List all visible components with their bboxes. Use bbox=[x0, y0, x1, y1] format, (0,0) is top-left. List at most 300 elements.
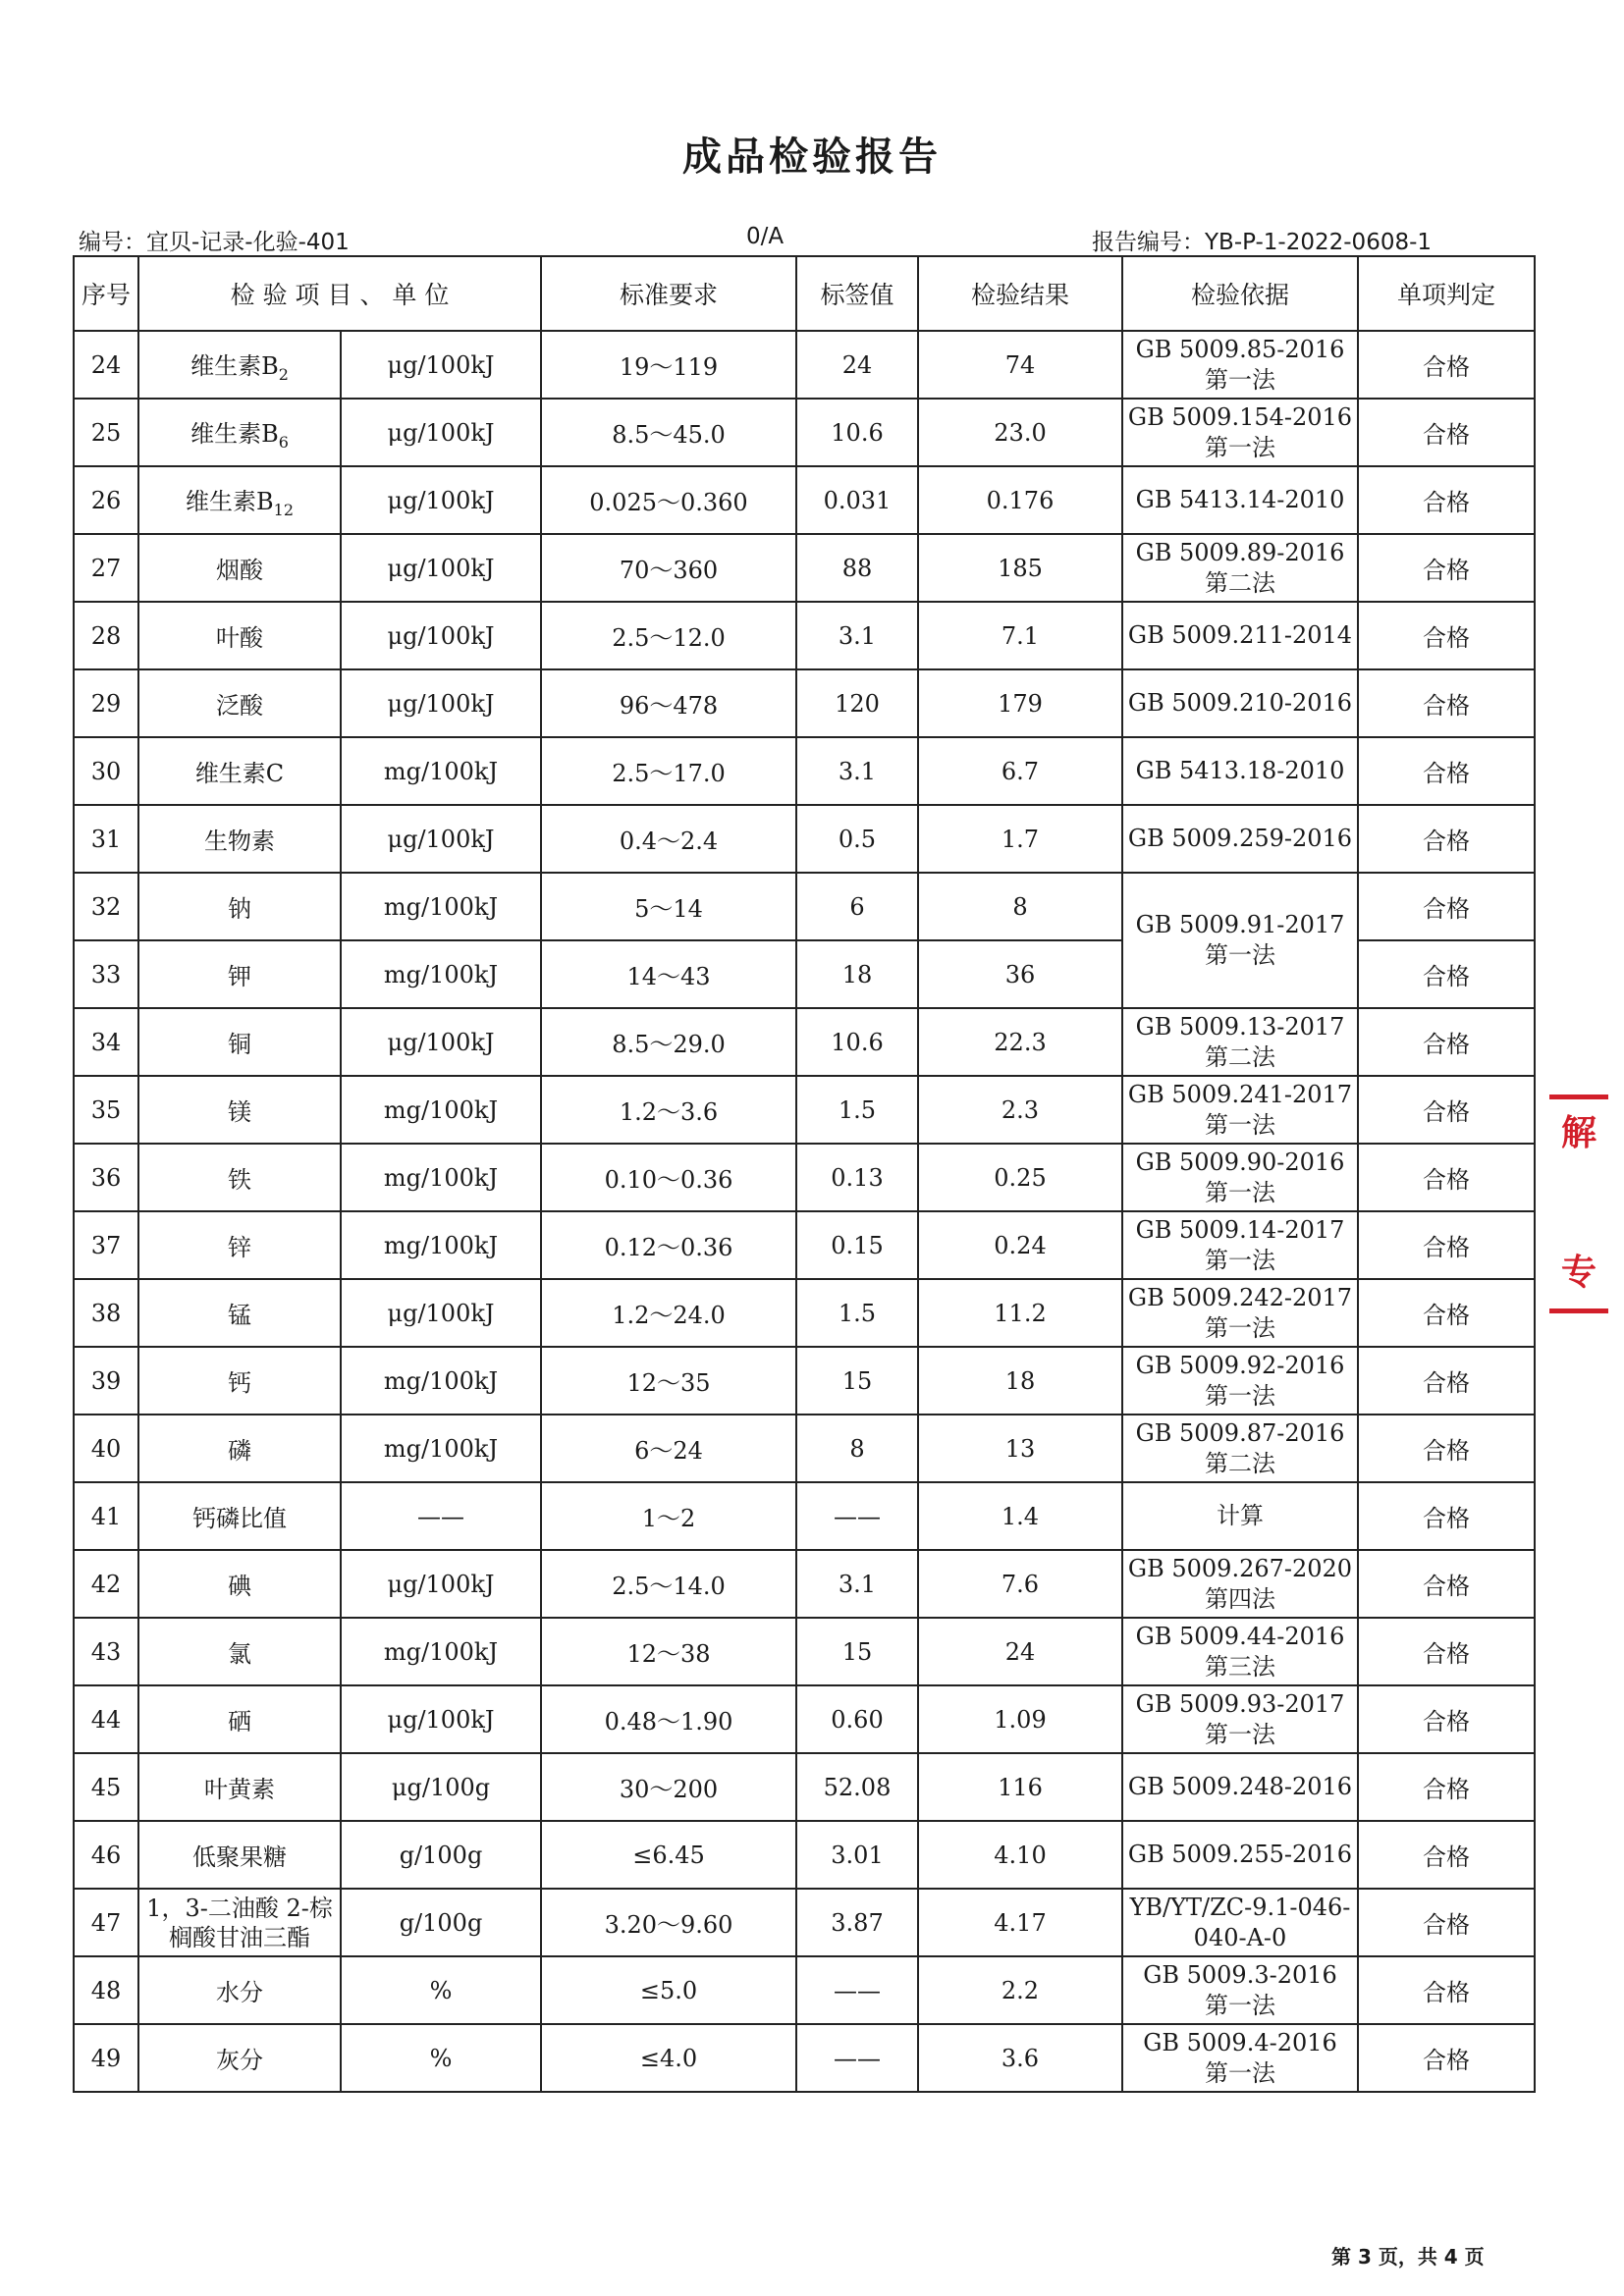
basis-line: GB 5009.259-2016 bbox=[1127, 825, 1353, 852]
cell-label-value: 3.1 bbox=[796, 602, 918, 669]
cell-basis bbox=[1122, 1008, 1358, 1076]
cell-judgment: 合格 bbox=[1358, 2024, 1535, 2092]
cell-basis bbox=[1122, 1347, 1358, 1415]
cell-result: 23.0 bbox=[918, 399, 1122, 466]
cell-item-name bbox=[138, 466, 341, 534]
cell-label-value: 52.08 bbox=[796, 1753, 918, 1821]
cell-basis bbox=[1122, 737, 1358, 805]
cell-basis bbox=[1122, 1821, 1358, 1889]
cell-standard: 5～14 bbox=[541, 873, 796, 940]
cell-standard: 0.4～2.4 bbox=[541, 805, 796, 873]
basis-line: 040-A-0 bbox=[1193, 1923, 1287, 1951]
col-header-judgment: 单项判定 bbox=[1358, 256, 1535, 331]
cell-label-value: 0.031 bbox=[796, 466, 918, 534]
cell-unit: mg/100kJ bbox=[341, 1415, 541, 1482]
cell-item-name bbox=[138, 2024, 341, 2092]
cell-result: 3.6 bbox=[918, 2024, 1122, 2092]
cell-judgment: 合格 bbox=[1358, 1618, 1535, 1685]
cell-result: 8 bbox=[918, 873, 1122, 940]
table-row bbox=[74, 399, 1535, 466]
cell-item-name bbox=[138, 1956, 341, 2024]
cell-unit: μg/100kJ bbox=[341, 1279, 541, 1347]
cell-judgment: 合格 bbox=[1358, 1550, 1535, 1618]
cell-result: 74 bbox=[918, 331, 1122, 399]
col-header-seq: 序号 bbox=[74, 256, 138, 331]
cell-standard: 1.2～24.0 bbox=[541, 1279, 796, 1347]
col-header-basis: 检验依据 bbox=[1122, 256, 1358, 331]
table-row bbox=[74, 1753, 1535, 1821]
cell-seq: 49 bbox=[74, 2024, 138, 2092]
cell-item-name bbox=[138, 873, 341, 940]
cell-unit: mg/100kJ bbox=[341, 1347, 541, 1415]
cell-basis bbox=[1122, 669, 1358, 737]
cell-seq: 34 bbox=[74, 1008, 138, 1076]
table-row bbox=[74, 873, 1535, 940]
cell-unit: g/100g bbox=[341, 1889, 541, 1956]
table-row bbox=[74, 1144, 1535, 1211]
cell-seq: 37 bbox=[74, 1211, 138, 1279]
cell-unit: μg/100kJ bbox=[341, 399, 541, 466]
cell-label-value: 0.5 bbox=[796, 805, 918, 873]
basis-line: 第四法 bbox=[1205, 1584, 1275, 1613]
basis-line: 第一法 bbox=[1205, 1178, 1275, 1206]
item-name-text: 钙磷比值 bbox=[192, 1505, 287, 1532]
basis-line: GB 5009.154-2016 bbox=[1127, 402, 1353, 431]
basis-line: GB 5009.255-2016 bbox=[1127, 1841, 1353, 1868]
cell-seq: 30 bbox=[74, 737, 138, 805]
basis-line: 第三法 bbox=[1205, 1652, 1275, 1681]
cell-basis bbox=[1122, 1550, 1358, 1618]
cell-seq: 28 bbox=[74, 602, 138, 669]
basis-line: 第一法 bbox=[1205, 2058, 1275, 2087]
cell-item-name bbox=[138, 1685, 341, 1753]
table-row bbox=[74, 1211, 1535, 1279]
cell-label-value: 10.6 bbox=[796, 1008, 918, 1076]
item-name-text: 氯 bbox=[228, 1640, 251, 1668]
basis-line: GB 5009.242-2017 bbox=[1127, 1283, 1353, 1311]
cell-item-name bbox=[138, 940, 341, 1008]
table-row bbox=[74, 534, 1535, 602]
cell-judgment: 合格 bbox=[1358, 737, 1535, 805]
cell-unit: μg/100g bbox=[341, 1753, 541, 1821]
cell-judgment: 合格 bbox=[1358, 534, 1535, 602]
cell-unit: μg/100kJ bbox=[341, 1008, 541, 1076]
cell-judgment: 合格 bbox=[1358, 873, 1535, 940]
cell-result: 24 bbox=[918, 1618, 1122, 1685]
basis-line: GB 5009.267-2020 bbox=[1127, 1554, 1353, 1582]
item-name-line: 1，3-二油酸 2-棕 bbox=[146, 1894, 333, 1922]
basis-line: GB 5009.44-2016 bbox=[1135, 1622, 1345, 1650]
basis-line: 第二法 bbox=[1205, 1042, 1275, 1071]
cell-standard: 8.5～45.0 bbox=[541, 399, 796, 466]
basis-line: 第一法 bbox=[1205, 1720, 1275, 1748]
cell-basis bbox=[1122, 1685, 1358, 1753]
cell-result: 0.176 bbox=[918, 466, 1122, 534]
col-header-result: 检验结果 bbox=[918, 256, 1122, 331]
cell-unit: μg/100kJ bbox=[341, 805, 541, 873]
item-name-text: 维生素B bbox=[190, 419, 279, 448]
cell-result: 7.6 bbox=[918, 1550, 1122, 1618]
cell-unit: μg/100kJ bbox=[341, 1550, 541, 1618]
item-name-subscript: 2 bbox=[278, 364, 289, 384]
cell-standard: 1.2～3.6 bbox=[541, 1076, 796, 1144]
cell-unit: mg/100kJ bbox=[341, 1076, 541, 1144]
cell-label-value: 3.87 bbox=[796, 1889, 918, 1956]
cell-standard: 0.48～1.90 bbox=[541, 1685, 796, 1753]
cell-unit: % bbox=[341, 1956, 541, 2024]
red-stamp-fragment-bottom: 专 bbox=[1549, 1245, 1608, 1313]
cell-standard: 0.025～0.360 bbox=[541, 466, 796, 534]
table-header-row bbox=[74, 256, 1535, 331]
cell-judgment: 合格 bbox=[1358, 399, 1535, 466]
report-number: 报告编号：YB-P-1-2022-0608-1 bbox=[1092, 230, 1433, 255]
table-row bbox=[74, 1956, 1535, 2024]
cell-basis bbox=[1122, 534, 1358, 602]
cell-judgment: 合格 bbox=[1358, 1347, 1535, 1415]
cell-result: 116 bbox=[918, 1753, 1122, 1821]
cell-result: 13 bbox=[918, 1415, 1122, 1482]
cell-result: 179 bbox=[918, 669, 1122, 737]
cell-seq: 40 bbox=[74, 1415, 138, 1482]
cell-result: 1.7 bbox=[918, 805, 1122, 873]
cell-standard: 2.5～17.0 bbox=[541, 737, 796, 805]
cell-seq: 27 bbox=[74, 534, 138, 602]
cell-seq: 33 bbox=[74, 940, 138, 1008]
cell-unit: μg/100kJ bbox=[341, 331, 541, 399]
cell-result: 22.3 bbox=[918, 1008, 1122, 1076]
item-name-subscript: 12 bbox=[273, 500, 294, 519]
cell-label-value: 120 bbox=[796, 669, 918, 737]
cell-seq: 36 bbox=[74, 1144, 138, 1211]
cell-seq: 41 bbox=[74, 1482, 138, 1550]
cell-item-name bbox=[138, 669, 341, 737]
basis-line: GB 5009.211-2014 bbox=[1127, 621, 1353, 649]
cell-label-value: 0.60 bbox=[796, 1685, 918, 1753]
cell-seq: 47 bbox=[74, 1889, 138, 1956]
basis-line: 第二法 bbox=[1205, 1449, 1275, 1477]
cell-standard: 12～35 bbox=[541, 1347, 796, 1415]
cell-basis bbox=[1122, 2024, 1358, 2092]
col-header-label: 标签值 bbox=[796, 256, 918, 331]
cell-basis bbox=[1122, 1144, 1358, 1211]
cell-result: 2.3 bbox=[918, 1076, 1122, 1144]
basis-line: GB 5009.91-2017 bbox=[1135, 911, 1345, 938]
cell-label-value: 3.01 bbox=[796, 1821, 918, 1889]
basis-line: 第一法 bbox=[1205, 1381, 1275, 1410]
cell-unit: —— bbox=[341, 1482, 541, 1550]
cell-standard: 19～119 bbox=[541, 331, 796, 399]
cell-label-value: —— bbox=[796, 2024, 918, 2092]
cell-basis bbox=[1122, 1211, 1358, 1279]
table-row bbox=[74, 1821, 1535, 1889]
cell-judgment: 合格 bbox=[1358, 669, 1535, 737]
basis-line: GB 5413.14-2010 bbox=[1135, 486, 1345, 513]
cell-item-name bbox=[138, 1415, 341, 1482]
cell-seq: 32 bbox=[74, 873, 138, 940]
cell-basis bbox=[1122, 331, 1358, 399]
cell-label-value: 10.6 bbox=[796, 399, 918, 466]
cell-result: 1.4 bbox=[918, 1482, 1122, 1550]
cell-label-value: 3.1 bbox=[796, 737, 918, 805]
cell-label-value: 6 bbox=[796, 873, 918, 940]
cell-seq: 24 bbox=[74, 331, 138, 399]
page-number: 第 3 页，共 4 页 bbox=[1331, 2245, 1485, 2269]
cell-unit: μg/100kJ bbox=[341, 602, 541, 669]
basis-line: GB 5009.248-2016 bbox=[1127, 1773, 1353, 1800]
cell-label-value: —— bbox=[796, 1482, 918, 1550]
table-row bbox=[74, 331, 1535, 399]
basis-line: GB 5009.93-2017 bbox=[1135, 1689, 1345, 1718]
cell-basis bbox=[1122, 1482, 1358, 1550]
item-name-text: 低聚果糖 bbox=[192, 1843, 287, 1871]
basis-line: 第二法 bbox=[1205, 568, 1275, 597]
cell-result: 0.24 bbox=[918, 1211, 1122, 1279]
col-header-standard: 标准要求 bbox=[541, 256, 796, 331]
item-name-text: 叶酸 bbox=[216, 624, 263, 652]
cell-seq: 39 bbox=[74, 1347, 138, 1415]
table-row bbox=[74, 466, 1535, 534]
table-row bbox=[74, 1415, 1535, 1482]
cell-item-name bbox=[138, 1482, 341, 1550]
basis-line: 计算 bbox=[1217, 1502, 1264, 1529]
cell-item-name bbox=[138, 399, 341, 466]
item-name-text: 烟酸 bbox=[216, 557, 263, 584]
item-name-line: 榈酸甘油三酯 bbox=[169, 1923, 310, 1951]
item-name-text: 钙 bbox=[228, 1369, 251, 1397]
cell-result: 4.10 bbox=[918, 1821, 1122, 1889]
cell-unit: % bbox=[341, 2024, 541, 2092]
item-name-text: 铁 bbox=[228, 1166, 251, 1194]
basis-line: GB 5009.14-2017 bbox=[1135, 1215, 1345, 1244]
doc-version: 0/A bbox=[746, 224, 785, 249]
cell-unit: g/100g bbox=[341, 1821, 541, 1889]
cell-judgment: 合格 bbox=[1358, 466, 1535, 534]
cell-item-name bbox=[138, 1821, 341, 1889]
cell-basis bbox=[1122, 399, 1358, 466]
table-row bbox=[74, 805, 1535, 873]
cell-unit: mg/100kJ bbox=[341, 1618, 541, 1685]
table-row bbox=[74, 1076, 1535, 1144]
cell-judgment: 合格 bbox=[1358, 1685, 1535, 1753]
cell-item-name bbox=[138, 602, 341, 669]
cell-standard: 12～38 bbox=[541, 1618, 796, 1685]
cell-item-name bbox=[138, 1618, 341, 1685]
cell-label-value: 8 bbox=[796, 1415, 918, 1482]
cell-unit: mg/100kJ bbox=[341, 1144, 541, 1211]
cell-basis bbox=[1122, 602, 1358, 669]
cell-standard: 0.10～0.36 bbox=[541, 1144, 796, 1211]
cell-seq: 43 bbox=[74, 1618, 138, 1685]
item-name-text: 叶黄素 bbox=[204, 1776, 275, 1803]
cell-basis bbox=[1122, 1753, 1358, 1821]
cell-result: 36 bbox=[918, 940, 1122, 1008]
table-row bbox=[74, 1550, 1535, 1618]
table-row bbox=[74, 602, 1535, 669]
cell-result: 2.2 bbox=[918, 1956, 1122, 2024]
basis-line: GB 5009.92-2016 bbox=[1135, 1351, 1345, 1379]
cell-seq: 45 bbox=[74, 1753, 138, 1821]
cell-standard: ≤6.45 bbox=[541, 1821, 796, 1889]
cell-unit: mg/100kJ bbox=[341, 873, 541, 940]
basis-line: GB 5413.18-2010 bbox=[1135, 757, 1345, 784]
table-row bbox=[74, 1008, 1535, 1076]
basis-line: 第一法 bbox=[1205, 1313, 1275, 1342]
table-body bbox=[74, 331, 1535, 2092]
cell-item-name bbox=[138, 1347, 341, 1415]
cell-unit: mg/100kJ bbox=[341, 940, 541, 1008]
basis-line: 第一法 bbox=[1205, 1246, 1275, 1274]
basis-line: 第一法 bbox=[1205, 365, 1275, 394]
cell-judgment: 合格 bbox=[1358, 1482, 1535, 1550]
cell-judgment: 合格 bbox=[1358, 1076, 1535, 1144]
table-row bbox=[74, 669, 1535, 737]
cell-result: 0.25 bbox=[918, 1144, 1122, 1211]
col-header-item-unit: 检 验 项 目 、 单 位 bbox=[138, 256, 541, 331]
item-name-text: 水分 bbox=[216, 1979, 263, 2006]
cell-unit: μg/100kJ bbox=[341, 534, 541, 602]
cell-label-value: 3.1 bbox=[796, 1550, 918, 1618]
cell-standard: 6～24 bbox=[541, 1415, 796, 1482]
cell-result: 4.17 bbox=[918, 1889, 1122, 1956]
cell-label-value: 1.5 bbox=[796, 1076, 918, 1144]
cell-seq: 48 bbox=[74, 1956, 138, 2024]
cell-seq: 29 bbox=[74, 669, 138, 737]
table-row bbox=[74, 1347, 1535, 1415]
inspection-table bbox=[73, 255, 1536, 2093]
cell-unit: μg/100kJ bbox=[341, 669, 541, 737]
item-name-text: 铜 bbox=[228, 1031, 251, 1058]
cell-result: 18 bbox=[918, 1347, 1122, 1415]
cell-seq: 38 bbox=[74, 1279, 138, 1347]
cell-result: 185 bbox=[918, 534, 1122, 602]
cell-item-name bbox=[138, 1144, 341, 1211]
cell-judgment: 合格 bbox=[1358, 1956, 1535, 2024]
cell-judgment: 合格 bbox=[1358, 331, 1535, 399]
red-stamp-fragment-top: 解 bbox=[1549, 1095, 1608, 1155]
cell-judgment: 合格 bbox=[1358, 1415, 1535, 1482]
basis-line: GB 5009.87-2016 bbox=[1135, 1418, 1345, 1447]
table-row bbox=[74, 737, 1535, 805]
cell-standard: 3.20～9.60 bbox=[541, 1889, 796, 1956]
item-name-text: 硒 bbox=[228, 1708, 251, 1735]
cell-result: 1.09 bbox=[918, 1685, 1122, 1753]
cell-standard: 96～478 bbox=[541, 669, 796, 737]
cell-judgment: 合格 bbox=[1358, 1889, 1535, 1956]
cell-result: 6.7 bbox=[918, 737, 1122, 805]
table-row bbox=[74, 1279, 1535, 1347]
doc-number: 编号：宜贝-记录-化验-401 bbox=[79, 230, 350, 255]
cell-judgment: 合格 bbox=[1358, 1144, 1535, 1211]
cell-basis bbox=[1122, 805, 1358, 873]
cell-seq: 46 bbox=[74, 1821, 138, 1889]
cell-standard: 2.5～14.0 bbox=[541, 1550, 796, 1618]
cell-unit: mg/100kJ bbox=[341, 737, 541, 805]
basis-line: 第一法 bbox=[1205, 433, 1275, 461]
item-name-text: 生物素 bbox=[204, 828, 275, 855]
cell-unit: μg/100kJ bbox=[341, 466, 541, 534]
item-name-text: 锰 bbox=[228, 1302, 251, 1329]
cell-standard: 1～2 bbox=[541, 1482, 796, 1550]
cell-basis bbox=[1122, 1889, 1358, 1956]
item-name-text: 泛酸 bbox=[216, 692, 263, 720]
cell-unit: μg/100kJ bbox=[341, 1685, 541, 1753]
item-name-text: 钠 bbox=[228, 895, 251, 923]
table-row bbox=[74, 1618, 1535, 1685]
cell-basis bbox=[1122, 873, 1358, 1008]
cell-basis bbox=[1122, 466, 1358, 534]
cell-seq: 31 bbox=[74, 805, 138, 873]
cell-item-name bbox=[138, 1889, 341, 1956]
cell-judgment: 合格 bbox=[1358, 1753, 1535, 1821]
basis-line: 第一法 bbox=[1205, 941, 1275, 969]
cell-standard: 2.5～12.0 bbox=[541, 602, 796, 669]
cell-label-value: 15 bbox=[796, 1618, 918, 1685]
item-name-text: 维生素B bbox=[186, 487, 274, 515]
cell-basis bbox=[1122, 1279, 1358, 1347]
cell-result: 7.1 bbox=[918, 602, 1122, 669]
cell-judgment: 合格 bbox=[1358, 1279, 1535, 1347]
cell-label-value: 1.5 bbox=[796, 1279, 918, 1347]
table-row bbox=[74, 2024, 1535, 2092]
cell-item-name bbox=[138, 1753, 341, 1821]
cell-basis bbox=[1122, 1076, 1358, 1144]
cell-judgment: 合格 bbox=[1358, 1211, 1535, 1279]
cell-judgment: 合格 bbox=[1358, 1821, 1535, 1889]
cell-label-value: —— bbox=[796, 1956, 918, 2024]
cell-item-name bbox=[138, 331, 341, 399]
basis-line: GB 5009.4-2016 bbox=[1143, 2028, 1337, 2056]
item-name-text: 磷 bbox=[228, 1437, 251, 1465]
cell-label-value: 0.13 bbox=[796, 1144, 918, 1211]
cell-seq: 25 bbox=[74, 399, 138, 466]
cell-item-name bbox=[138, 1211, 341, 1279]
cell-label-value: 88 bbox=[796, 534, 918, 602]
cell-seq: 35 bbox=[74, 1076, 138, 1144]
cell-item-name bbox=[138, 1279, 341, 1347]
cell-label-value: 18 bbox=[796, 940, 918, 1008]
cell-label-value: 24 bbox=[796, 331, 918, 399]
basis-line: GB 5009.210-2016 bbox=[1127, 689, 1353, 717]
cell-basis bbox=[1122, 1415, 1358, 1482]
cell-item-name bbox=[138, 1550, 341, 1618]
cell-standard: 14～43 bbox=[541, 940, 796, 1008]
basis-line: 第一法 bbox=[1205, 1110, 1275, 1139]
cell-label-value: 0.15 bbox=[796, 1211, 918, 1279]
cell-seq: 26 bbox=[74, 466, 138, 534]
cell-judgment: 合格 bbox=[1358, 805, 1535, 873]
table-row bbox=[74, 1685, 1535, 1753]
basis-line: GB 5009.3-2016 bbox=[1143, 1960, 1337, 1989]
cell-label-value: 15 bbox=[796, 1347, 918, 1415]
cell-unit: mg/100kJ bbox=[341, 1211, 541, 1279]
basis-line: 第一法 bbox=[1205, 1991, 1275, 2019]
cell-standard: ≤4.0 bbox=[541, 2024, 796, 2092]
item-name-text: 维生素B bbox=[190, 351, 279, 380]
cell-item-name bbox=[138, 1076, 341, 1144]
cell-item-name bbox=[138, 1008, 341, 1076]
cell-standard: 8.5～29.0 bbox=[541, 1008, 796, 1076]
cell-standard: ≤5.0 bbox=[541, 1956, 796, 2024]
item-name-text: 灰分 bbox=[216, 2047, 263, 2074]
table-row bbox=[74, 1889, 1535, 1956]
report-title: 成品检验报告 bbox=[682, 134, 942, 180]
cell-item-name bbox=[138, 534, 341, 602]
cell-basis bbox=[1122, 1618, 1358, 1685]
item-name-text: 碘 bbox=[228, 1573, 251, 1600]
basis-line: GB 5009.85-2016 bbox=[1135, 335, 1345, 363]
basis-line: YB/YT/ZC-9.1-046- bbox=[1129, 1893, 1351, 1921]
cell-result: 11.2 bbox=[918, 1279, 1122, 1347]
